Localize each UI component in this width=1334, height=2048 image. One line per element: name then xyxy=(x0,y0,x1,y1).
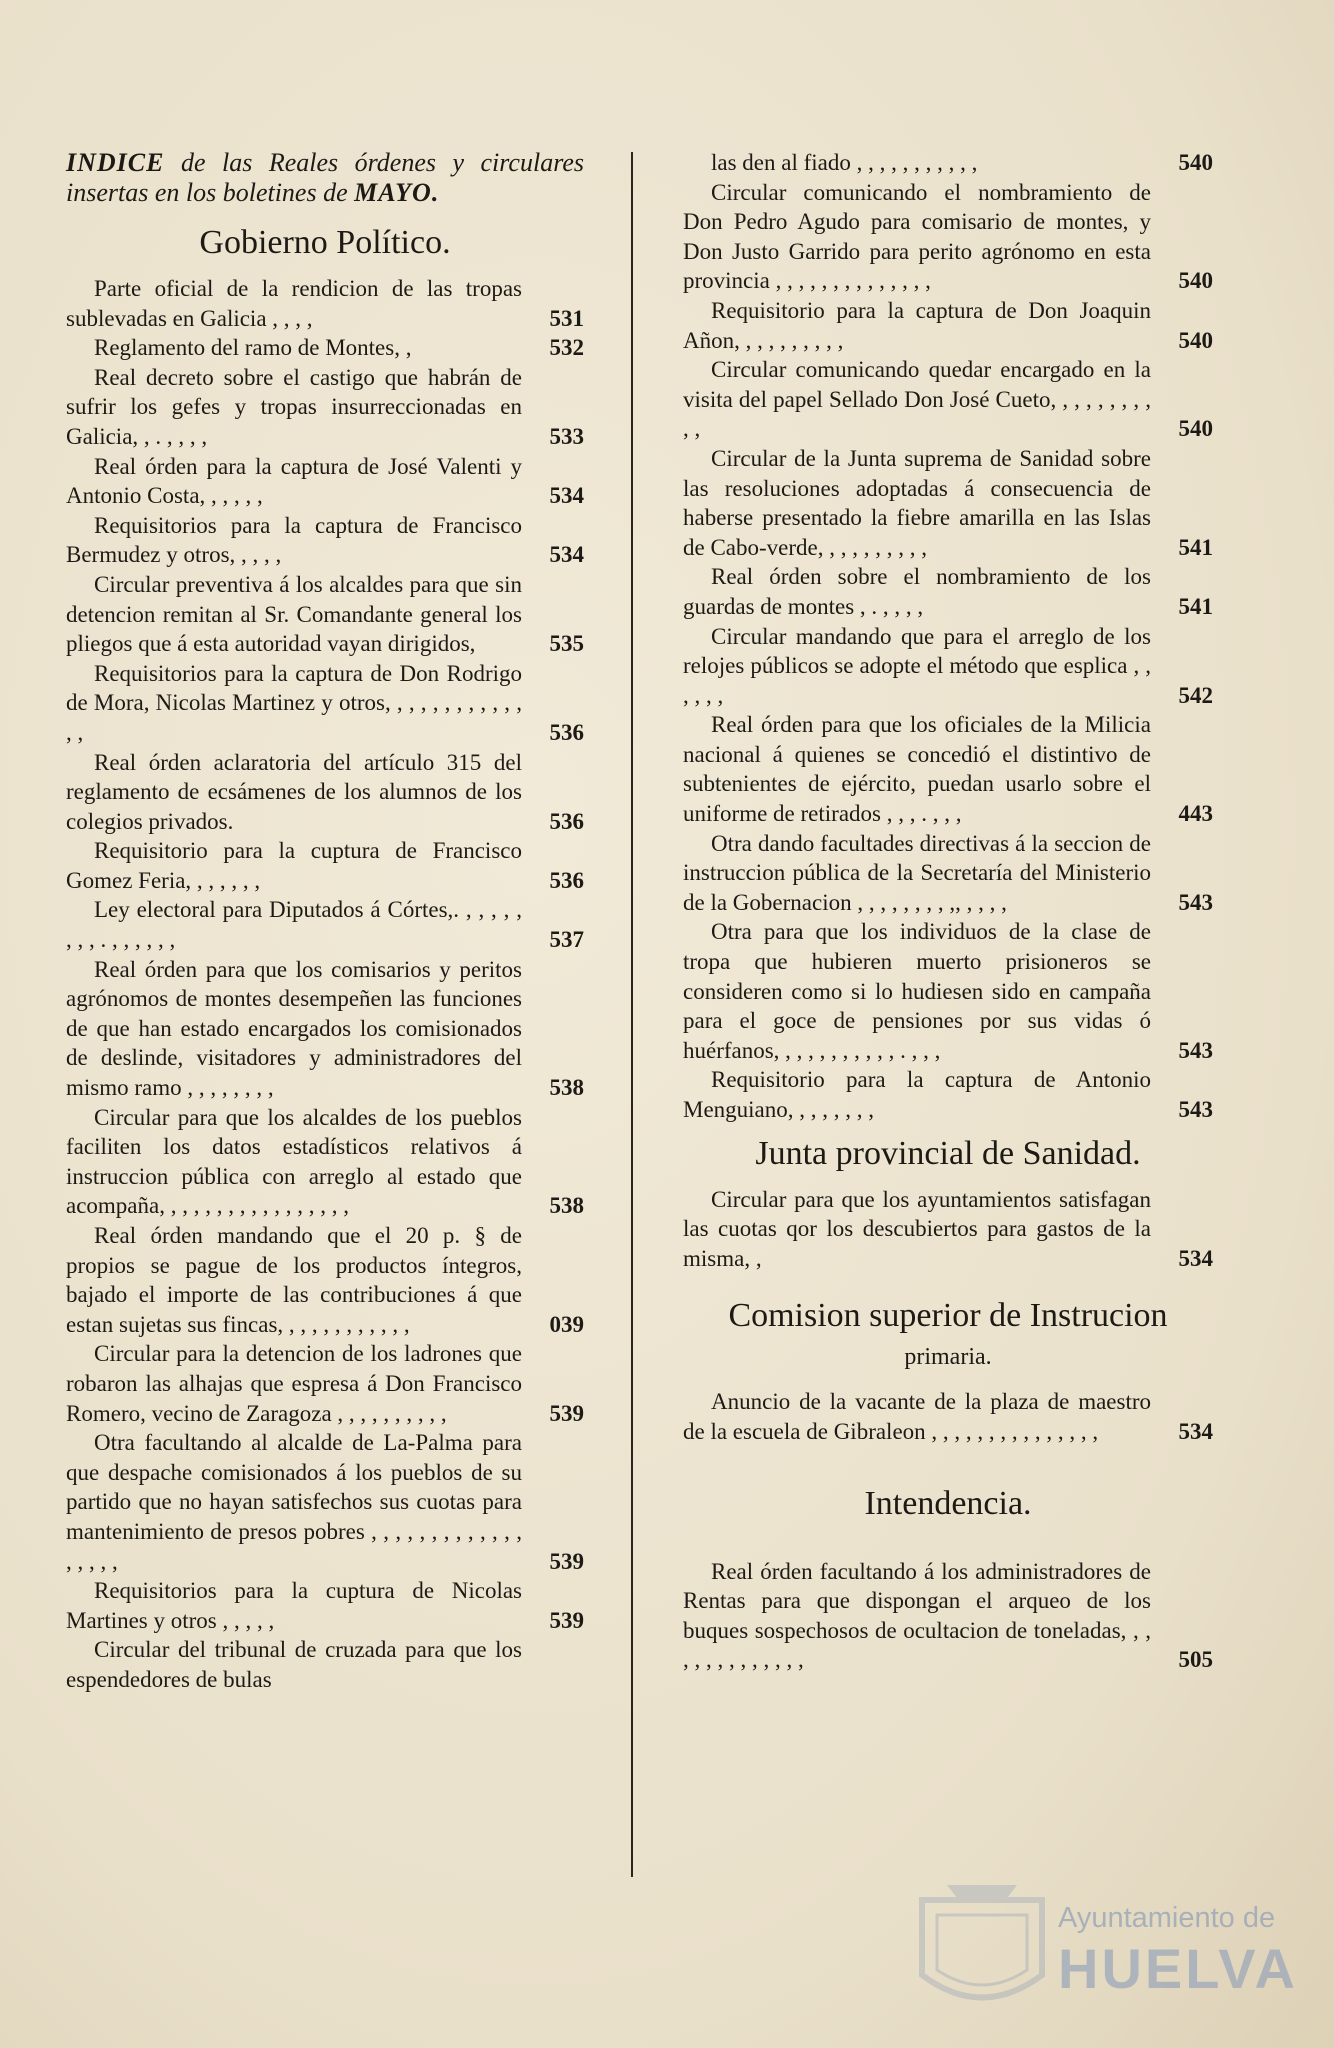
entry-page-number: 541 xyxy=(1178,534,1213,560)
index-entry xyxy=(66,452,584,511)
right-entry-list xyxy=(683,148,1213,1125)
index-header-month: MAYO. xyxy=(354,178,440,207)
index-entry xyxy=(66,748,584,837)
entry-text: Requisitorio para la captura de Antonio Menguiano, , , , , , , , xyxy=(683,1067,1151,1122)
index-entry xyxy=(66,333,584,363)
index-entry xyxy=(66,955,584,1103)
watermark-line1: Ayuntamiento de xyxy=(1058,1902,1276,1934)
entry-page-number: 534 xyxy=(1178,1418,1213,1444)
entry-text: Ley electoral para Diputados á Córtes,. , , , , , , , , . , , , , , , xyxy=(66,897,522,953)
entry-page-number: 540 xyxy=(1178,150,1213,175)
section-title-instruccion: Comision superior de Instrucion xyxy=(728,1297,1168,1335)
left-entry-list xyxy=(66,274,584,1695)
index-entry xyxy=(683,444,1213,562)
index-header-prefix: INDICE xyxy=(66,148,165,177)
entry-text: Circular preventiva á los alcaldes para que sin detencion remitan al Sr. Comandante general los pliegos que á esta autoridad vayan dirigidos, xyxy=(66,571,522,657)
entry-text: Real órden sobre el nombramiento de los guardas de montes , . , , , , xyxy=(683,564,1151,619)
entry-text: Real órden para que los oficiales de la Milicia nacional á quienes se concedió el distintivo de subtenientes de ejército, puedan usarlo sobre el uniforme de retirados , , , . , , , xyxy=(683,712,1151,827)
entry-text: Otra facultando al alcalde de La-Palma para que despache comisionados á los pueblos de su partido que no hayan satisfechos sus cuotas para mantenimiento de presos pobres , , , , , , , , , , , , , , , , , , xyxy=(66,1430,522,1574)
entry-page-number: 533 xyxy=(549,423,584,449)
entry-text: Real órden facultando á los administradores de Rentas para que dispongan el arqueo de los buques sospechosos de ocultacion de toneladas, , , , , , , , , , , , , , xyxy=(683,1558,1151,1673)
index-entry xyxy=(66,895,584,954)
index-entry xyxy=(683,562,1213,621)
entry-text: Circular de la Junta suprema de Sanidad sobre las resoluciones adoptadas á consecuencia de haberse presentado la fiebre amarilla en las Islas de Cabo-verde, , , , , , , , , , xyxy=(683,445,1151,560)
entry-page-number: 534 xyxy=(1178,1245,1213,1271)
entry-text: Anuncio de la vacante de la plaza de maestro de la escuela de Gibraleon , , , , , , , , , , , , , , , xyxy=(683,1389,1151,1444)
entry-text: Real órden para la captura de José Valenti y Antonio Costa, , , , , , xyxy=(66,453,522,509)
index-entry xyxy=(683,148,1213,178)
index-entry xyxy=(66,1339,584,1428)
entry-text: Requisitorio para la cuptura de Francisco Gomez Feria, , , , , , , xyxy=(66,838,522,893)
entry-page-number: 505 xyxy=(1178,1647,1213,1673)
index-entry xyxy=(66,836,584,895)
index-entry xyxy=(66,1635,584,1694)
entry-page-number: 534 xyxy=(549,542,584,568)
entry-text: Circular comunicando el nombramiento de Don Pedro Agudo para comisario de montes, y Don Justo Garrido para perito agrónomo en esta provincia , , , , , , , , , , , , , , xyxy=(683,179,1151,294)
entry-page-number: 443 xyxy=(1178,801,1213,827)
index-entry xyxy=(683,1185,1213,1274)
entry-text: Real órden para que los comisarios y peritos agrónomos de montes desempeñen las funciones de que han estado encargados los comisionados de deslinde, visitadores y administradores del mismo ramo , , , , , , , , xyxy=(66,956,522,1101)
entry-page-number: 539 xyxy=(549,1607,584,1633)
entry-page-number: 534 xyxy=(549,483,584,509)
entry-text: Real órden mandando que el 20 p. § de propios se pague de los productos íntegros, bajado el importe de las contribuciones á que estan sujetas sus fincas, , , , , , , , , , , , xyxy=(66,1223,522,1337)
index-header xyxy=(66,148,584,208)
entry-page-number: 540 xyxy=(1178,327,1213,353)
instruccion-entry-list xyxy=(683,1387,1213,1446)
index-entry xyxy=(66,363,584,452)
index-entry xyxy=(683,622,1213,711)
index-entry xyxy=(683,1387,1213,1446)
entry-page-number: 541 xyxy=(1178,593,1213,619)
entry-text: Circular del tribunal de cruzada para que los espendedores de bulas xyxy=(66,1637,522,1692)
section-subtitle-primaria: primaria. xyxy=(904,1344,992,1371)
entry-page-number: 535 xyxy=(549,631,584,657)
entry-text: Otra para que los individuos de la clase de tropa que hubieren muerto prisioneros se consideren como si lo hudiesen sido en campaña para el goce de pensiones por sus vidas ó huérfanos, , , , , , , , , , , . , , , xyxy=(683,919,1151,1063)
entry-page-number: 539 xyxy=(549,1548,584,1574)
index-entry xyxy=(683,296,1213,355)
index-entry xyxy=(66,274,584,333)
entry-text: Otra dando facultades directivas á la seccion de instruccion pública de la Secretaría del Ministerio de la Gobernacion , , , , , , , , ,, , , , , xyxy=(683,830,1151,915)
entry-text: Parte oficial de la rendicion de las tropas sublevadas en Galicia , , , , xyxy=(66,276,522,331)
index-entry xyxy=(683,710,1213,828)
entry-page-number: 532 xyxy=(549,335,584,361)
entry-page-number: 538 xyxy=(549,1075,584,1101)
index-entry xyxy=(66,1103,584,1221)
entry-text: Circular comunicando quedar encargado en la visita del papel Sellado Don José Cueto, , , , , , , , , , , xyxy=(683,357,1151,442)
index-entry xyxy=(66,1221,584,1339)
entry-page-number: 531 xyxy=(549,305,584,331)
index-entry xyxy=(683,355,1213,444)
index-entry xyxy=(683,1557,1213,1675)
watermark-line2: HUELVA xyxy=(1058,1937,1298,2000)
index-header-text: de las Reales órdenes y circulares insertas en los boletines de xyxy=(66,148,585,207)
entry-page-number: 536 xyxy=(549,719,584,745)
index-entry xyxy=(66,1576,584,1635)
entry-text: las den al fiado , , , , , , , , , , , xyxy=(711,150,978,175)
index-entry xyxy=(66,511,584,570)
entry-page-number: 539 xyxy=(549,1400,584,1426)
left-column xyxy=(66,148,584,1695)
column-divider xyxy=(631,152,633,1877)
entry-text: Real órden aclaratoria del artículo 315 del reglamento de ecsámenes de los alumnos de los colegios privados. xyxy=(66,749,522,834)
entry-page-number: 543 xyxy=(1178,1037,1213,1063)
index-entry xyxy=(683,917,1213,1065)
entry-page-number: 536 xyxy=(549,867,584,893)
section-title-intendencia: Intendencia. xyxy=(864,1484,1032,1522)
entry-text: Circular para que los ayuntamientos satisfagan las cuotas qor los descubiertos para gastos de la misma, , xyxy=(683,1186,1151,1271)
entry-page-number: 540 xyxy=(1178,416,1213,442)
entry-text: Reglamento del ramo de Montes, , xyxy=(94,335,412,361)
intendencia-entry-list xyxy=(683,1557,1213,1675)
section-title-gobierno: Gobierno Político. xyxy=(199,224,451,261)
right-column xyxy=(683,148,1213,1675)
entry-page-number: 536 xyxy=(549,808,584,834)
index-entry xyxy=(683,829,1213,918)
index-entry xyxy=(66,1428,584,1576)
index-entry xyxy=(683,178,1213,296)
entry-text: Requisitorios para la captura de Don Rodrigo de Mora, Nicolas Martinez y otros, , , , , , , , , , , , , , xyxy=(66,660,522,745)
entry-text: Circular para que los alcaldes de los pueblos faciliten los datos estadísticos relativos á instruccion pública con arreglo al estado que acompaña, , , , , , , , , , , , , , , , , xyxy=(66,1104,522,1219)
entry-page-number: 537 xyxy=(549,927,584,953)
entry-page-number: 542 xyxy=(1178,682,1213,708)
section-title-sanidad: Junta provincial de Sanidad. xyxy=(755,1134,1141,1172)
entry-page-number: 543 xyxy=(1178,889,1213,915)
entry-text: Requisitorio para la captura de Don Joaquin Añon, , , , , , , , , , xyxy=(683,297,1151,353)
entry-text: Real decreto sobre el castigo que habrán de sufrir los gefes y tropas insurreccionadas en Galicia, , . , , , , xyxy=(66,364,522,449)
entry-text: Requisitorios para la cuptura de Nicolas Martines y otros , , , , , xyxy=(66,1578,522,1633)
entry-page-number: 039 xyxy=(549,1311,584,1337)
sanidad-entry-list xyxy=(683,1185,1213,1274)
entry-page-number: 538 xyxy=(549,1193,584,1219)
entry-text: Circular para la detencion de los ladrones que robaron las alhajas que espresa á Don Francisco Romero, vecino de Zaragoza , , , , , , , , , , xyxy=(66,1341,522,1426)
index-entry xyxy=(66,659,584,748)
entry-text: Circular mandando que para el arreglo de los relojes públicos se adopte el método que esplica , , , , , , xyxy=(683,623,1151,708)
index-entry xyxy=(683,1065,1213,1124)
entry-page-number: 543 xyxy=(1178,1097,1213,1122)
entry-page-number: 540 xyxy=(1178,268,1213,294)
entry-text: Requisitorios para la captura de Francisco Bermudez y otros, , , , , xyxy=(66,512,522,568)
index-entry xyxy=(66,570,584,659)
